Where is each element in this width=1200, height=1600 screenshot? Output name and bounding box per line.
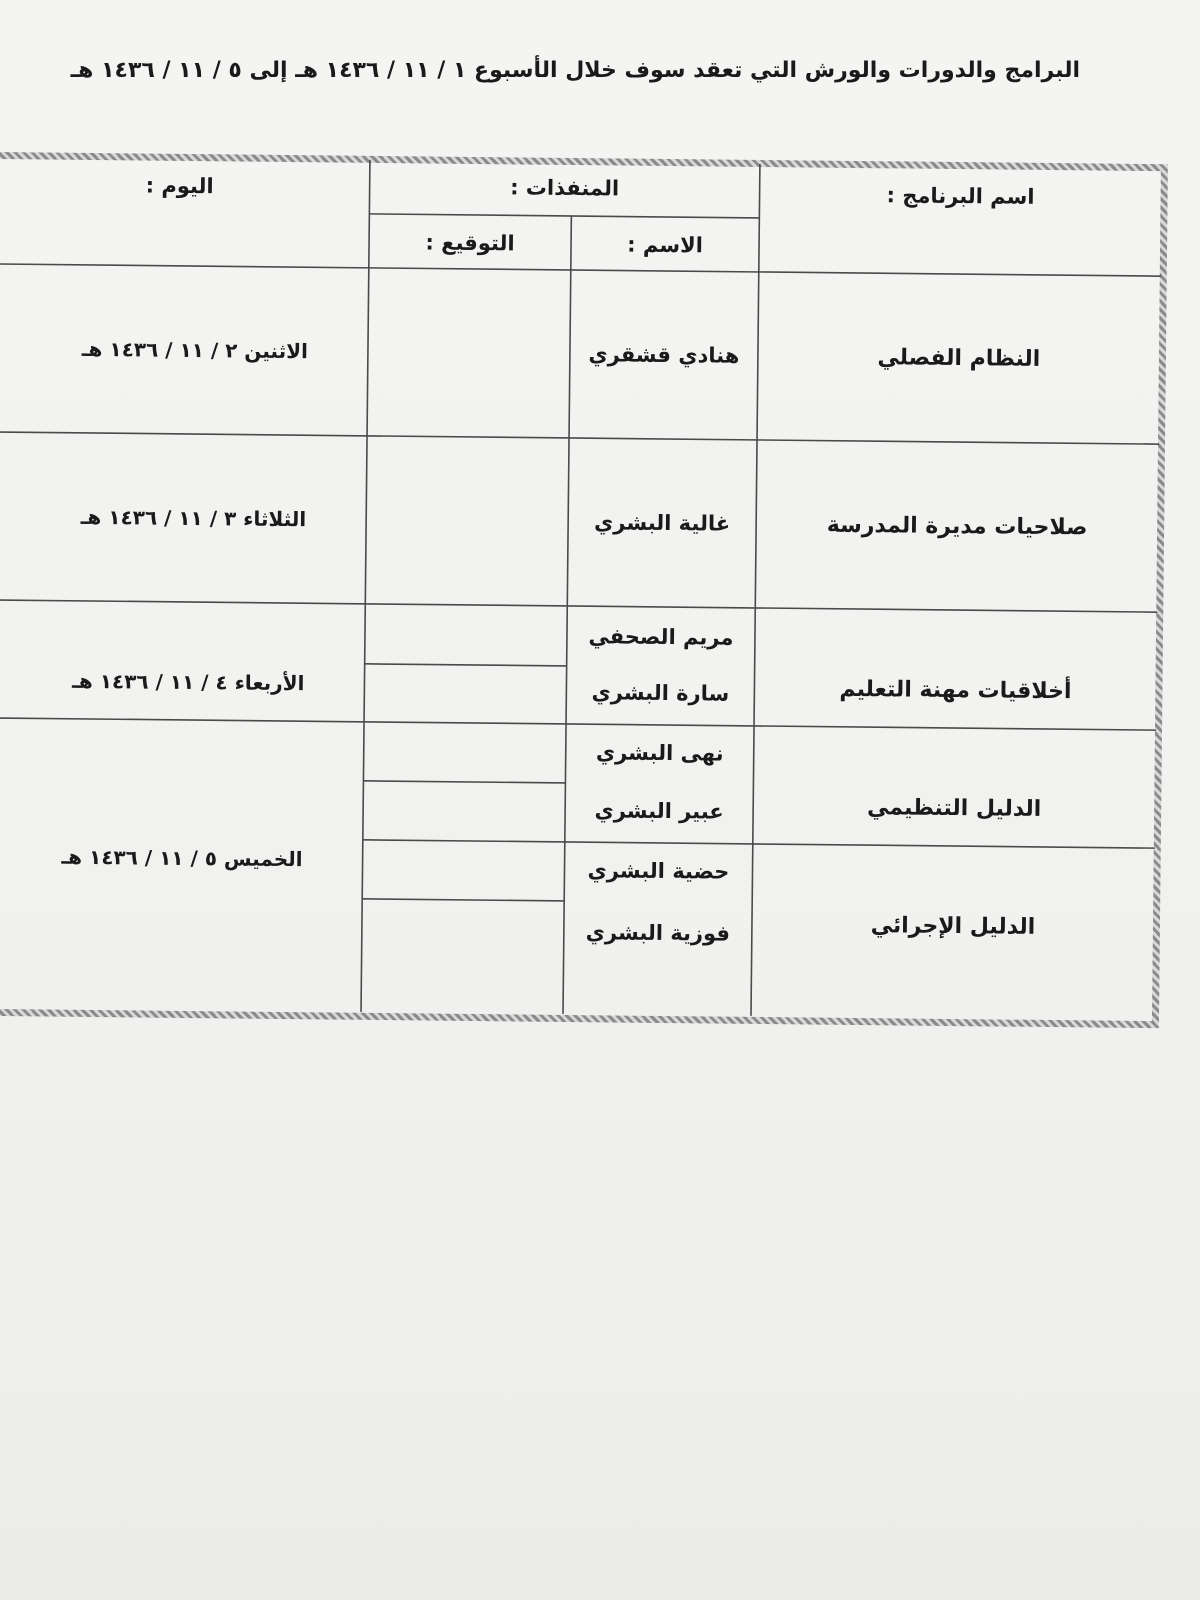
implementer-name-cell: مريم الصحفي	[588, 624, 734, 650]
implementer-name-cell: غالية البشري	[593, 510, 731, 536]
signature-field[interactable]	[365, 604, 568, 666]
implementer-name-cell: حضية البشري	[587, 858, 730, 884]
signature-field[interactable]	[364, 664, 567, 724]
header-day: اليوم :	[145, 173, 214, 199]
implementer-name-cell: فوزية البشري	[585, 920, 731, 946]
implementer-name-cell: سارة البشري	[591, 680, 730, 706]
program-name-cell: الدليل الإجرائي	[870, 913, 1036, 940]
implementer-name-cell: عبير البشري	[594, 798, 724, 824]
header-program-name: اسم البرنامج :	[886, 183, 1035, 209]
signature-field[interactable]	[367, 268, 571, 438]
signature-field[interactable]	[362, 840, 565, 901]
header-implementers: المنفذات :	[510, 175, 620, 201]
day-date-cell: الاثنين ٢ / ١١ / ١٤٣٦ هـ	[81, 336, 309, 364]
implementer-name-cell: نهى البشري	[595, 740, 724, 766]
document-title: البرامج والدورات والورش التي تعقد سوف خلال الأسبوع ١ / ١١ / ١٤٣٦ هـ إلى ٥ / ١١ / ١٤٣٦ هـ	[70, 58, 1080, 83]
day-date-cell: الثلاثاء ٣ / ١١ / ١٤٣٦ هـ	[80, 504, 307, 532]
signature-field[interactable]	[361, 899, 564, 1014]
signature-field[interactable]	[363, 781, 566, 842]
header-signature: التوقيع :	[425, 230, 515, 256]
schedule-table	[0, 152, 1196, 1048]
header-name: الاسم :	[627, 232, 704, 258]
program-name-cell: الدليل التنظيمي	[866, 795, 1042, 822]
program-name-cell: صلاحيات مديرة المدرسة	[826, 512, 1088, 541]
implementer-name-cell: هنادي قشقري	[588, 342, 740, 368]
signature-field[interactable]	[365, 436, 569, 606]
program-name-cell: أخلاقيات مهنة التعليم	[839, 676, 1072, 705]
day-date-cell: الخميس ٥ / ١١ / ١٤٣٦ هـ	[61, 844, 303, 872]
day-date-cell: الأربعاء ٤ / ١١ / ١٤٣٦ هـ	[71, 668, 305, 696]
signature-field[interactable]	[363, 722, 566, 783]
program-name-cell: النظام الفصلي	[877, 345, 1041, 372]
